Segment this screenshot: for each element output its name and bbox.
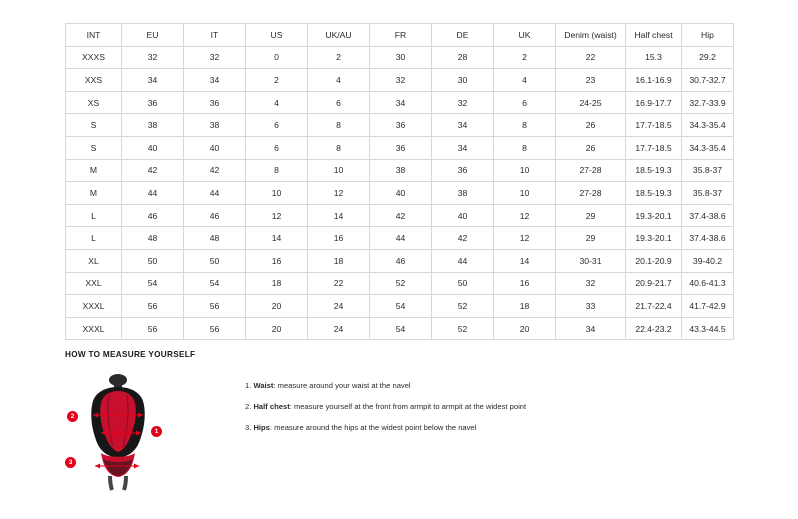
size-value-cell: 32.7-33.9: [682, 91, 734, 114]
size-value-cell: 30.7-32.7: [682, 69, 734, 92]
size-chart-table: [65, 23, 734, 340]
size-value-cell: 36: [184, 91, 246, 114]
table-row: [66, 91, 734, 114]
table-body: [66, 46, 734, 340]
size-value-cell: 8: [308, 114, 370, 137]
size-value-cell: 32: [556, 272, 626, 295]
size-value-cell: 34: [122, 69, 184, 92]
size-value-cell: 34: [370, 91, 432, 114]
size-value-cell: 8: [246, 159, 308, 182]
table-row: [66, 317, 734, 340]
measure-instruction-text: : measure around the hips at the widest point below the navel: [269, 423, 477, 433]
table-header-row: [66, 24, 734, 47]
size-value-cell: 14: [246, 227, 308, 250]
size-value-cell: 36: [122, 91, 184, 114]
table-row: [66, 136, 734, 159]
measure-instructions-list: [245, 369, 526, 444]
size-value-cell: 52: [370, 272, 432, 295]
size-value-cell: 16: [308, 227, 370, 250]
size-value-cell: 10: [308, 159, 370, 182]
size-value-cell: 6: [246, 114, 308, 137]
size-label-cell: XS: [66, 91, 122, 114]
size-value-cell: 2: [308, 46, 370, 69]
table-row: [66, 272, 734, 295]
size-value-cell: 14: [308, 204, 370, 227]
size-value-cell: 56: [184, 317, 246, 340]
size-value-cell: 40.6-41.3: [682, 272, 734, 295]
size-value-cell: 12: [494, 227, 556, 250]
size-value-cell: 10: [494, 159, 556, 182]
size-value-cell: 37.4-38.6: [682, 227, 734, 250]
size-value-cell: 56: [122, 317, 184, 340]
size-value-cell: 20: [246, 295, 308, 318]
size-value-cell: 24: [308, 317, 370, 340]
size-value-cell: 30-31: [556, 249, 626, 272]
size-value-cell: 52: [432, 317, 494, 340]
size-value-cell: 42: [184, 159, 246, 182]
size-value-cell: 10: [246, 182, 308, 205]
size-value-cell: 48: [122, 227, 184, 250]
size-value-cell: 32: [122, 46, 184, 69]
size-value-cell: 8: [494, 136, 556, 159]
how-to-measure-body: [65, 369, 765, 489]
mannequin-illustration: [79, 373, 157, 491]
size-value-cell: 50: [122, 249, 184, 272]
size-value-cell: 38: [432, 182, 494, 205]
size-value-cell: 4: [246, 91, 308, 114]
size-label-cell: XXXL: [66, 317, 122, 340]
size-value-cell: 4: [308, 69, 370, 92]
badge-hips: 3: [65, 457, 76, 468]
size-value-cell: 18: [308, 249, 370, 272]
size-value-cell: 15.3: [626, 46, 682, 69]
size-value-cell: 12: [494, 204, 556, 227]
table-row: [66, 204, 734, 227]
measure-instruction: [245, 381, 526, 390]
size-value-cell: 32: [370, 69, 432, 92]
table-row: [66, 46, 734, 69]
size-label-cell: M: [66, 159, 122, 182]
table-column-header: UK/AU: [308, 24, 370, 47]
size-value-cell: 40: [432, 204, 494, 227]
how-to-measure-section: [65, 350, 765, 489]
size-value-cell: 20.9-21.7: [626, 272, 682, 295]
measure-instruction-term: Waist: [253, 381, 274, 390]
table-row: [66, 69, 734, 92]
size-label-cell: XL: [66, 249, 122, 272]
size-value-cell: 26: [556, 136, 626, 159]
size-value-cell: 56: [122, 295, 184, 318]
table-header: [66, 24, 734, 47]
size-value-cell: 50: [184, 249, 246, 272]
size-value-cell: 56: [184, 295, 246, 318]
size-value-cell: 38: [122, 114, 184, 137]
table-column-header: Denim (waist): [556, 24, 626, 47]
size-value-cell: 29.2: [682, 46, 734, 69]
size-value-cell: 27-28: [556, 159, 626, 182]
size-value-cell: 21.7-22.4: [626, 295, 682, 318]
size-value-cell: 34: [432, 114, 494, 137]
size-value-cell: 34: [432, 136, 494, 159]
size-value-cell: 43.3-44.5: [682, 317, 734, 340]
size-chart-container: [65, 23, 733, 340]
table-column-header: INT: [66, 24, 122, 47]
size-value-cell: 20.1-20.9: [626, 249, 682, 272]
size-value-cell: 48: [184, 227, 246, 250]
size-value-cell: 35.8-37: [682, 159, 734, 182]
size-label-cell: M: [66, 182, 122, 205]
size-label-cell: XXXL: [66, 295, 122, 318]
size-value-cell: 30: [370, 46, 432, 69]
size-value-cell: 12: [308, 182, 370, 205]
size-value-cell: 50: [432, 272, 494, 295]
size-value-cell: 40: [122, 136, 184, 159]
table-column-header: Hip: [682, 24, 734, 47]
size-value-cell: 20: [494, 317, 556, 340]
size-value-cell: 19.3-20.1: [626, 227, 682, 250]
size-value-cell: 42: [432, 227, 494, 250]
size-value-cell: 12: [246, 204, 308, 227]
table-column-header: IT: [184, 24, 246, 47]
size-value-cell: 44: [370, 227, 432, 250]
size-value-cell: 4: [494, 69, 556, 92]
size-value-cell: 36: [370, 114, 432, 137]
size-value-cell: 6: [494, 91, 556, 114]
table-column-header: FR: [370, 24, 432, 47]
table-column-header: UK: [494, 24, 556, 47]
size-value-cell: 44: [432, 249, 494, 272]
size-value-cell: 46: [122, 204, 184, 227]
table-row: [66, 159, 734, 182]
size-value-cell: 22: [308, 272, 370, 295]
size-value-cell: 17.7-18.5: [626, 114, 682, 137]
size-value-cell: 40: [370, 182, 432, 205]
size-value-cell: 22.4-23.2: [626, 317, 682, 340]
size-value-cell: 22: [556, 46, 626, 69]
size-value-cell: 24: [308, 295, 370, 318]
table-column-header: Half chest: [626, 24, 682, 47]
table-column-header: US: [246, 24, 308, 47]
size-label-cell: S: [66, 136, 122, 159]
size-value-cell: 34.3-35.4: [682, 136, 734, 159]
size-value-cell: 26: [556, 114, 626, 137]
size-value-cell: 44: [184, 182, 246, 205]
size-value-cell: 30: [432, 69, 494, 92]
size-value-cell: 2: [494, 46, 556, 69]
size-value-cell: 29: [556, 204, 626, 227]
table-row: [66, 182, 734, 205]
table-column-header: EU: [122, 24, 184, 47]
badge-waist: 1: [151, 426, 162, 437]
size-value-cell: 52: [432, 295, 494, 318]
measure-instruction-text: : measure around your waist at the navel: [273, 381, 411, 390]
size-value-cell: 20: [246, 317, 308, 340]
size-value-cell: 54: [184, 272, 246, 295]
size-value-cell: 8: [308, 136, 370, 159]
size-value-cell: 32: [184, 46, 246, 69]
size-value-cell: 28: [432, 46, 494, 69]
measure-instruction-term: Hips: [253, 423, 270, 433]
size-value-cell: 39-40.2: [682, 249, 734, 272]
size-value-cell: 44: [122, 182, 184, 205]
size-label-cell: L: [66, 204, 122, 227]
size-value-cell: 35.8-37: [682, 182, 734, 205]
size-value-cell: 2: [246, 69, 308, 92]
size-value-cell: 10: [494, 182, 556, 205]
size-value-cell: 8: [494, 114, 556, 137]
size-value-cell: 34: [184, 69, 246, 92]
size-value-cell: 34: [556, 317, 626, 340]
size-label-cell: XXL: [66, 272, 122, 295]
measure-instruction: [245, 402, 526, 411]
size-value-cell: 42: [370, 204, 432, 227]
size-label-cell: XXS: [66, 69, 122, 92]
size-value-cell: 54: [370, 295, 432, 318]
table-row: [66, 249, 734, 272]
size-label-cell: S: [66, 114, 122, 137]
size-value-cell: 6: [308, 91, 370, 114]
size-value-cell: 32: [432, 91, 494, 114]
size-value-cell: 17.7-18.5: [626, 136, 682, 159]
size-value-cell: 16: [246, 249, 308, 272]
size-value-cell: 14: [494, 249, 556, 272]
size-value-cell: 36: [432, 159, 494, 182]
size-value-cell: 38: [370, 159, 432, 182]
size-value-cell: 36: [370, 136, 432, 159]
size-value-cell: 33: [556, 295, 626, 318]
size-value-cell: 23: [556, 69, 626, 92]
size-value-cell: 18.5-19.3: [626, 182, 682, 205]
size-label-cell: XXXS: [66, 46, 122, 69]
size-value-cell: 19.3-20.1: [626, 204, 682, 227]
how-to-measure-title: HOW TO MEASURE YOURSELF: [65, 350, 196, 359]
size-value-cell: 38: [184, 114, 246, 137]
mannequin-figure-container: [65, 369, 175, 489]
size-value-cell: 54: [370, 317, 432, 340]
size-value-cell: 18.5-19.3: [626, 159, 682, 182]
size-value-cell: 18: [494, 295, 556, 318]
size-value-cell: 16.1-16.9: [626, 69, 682, 92]
measure-instruction: [245, 423, 526, 432]
table-row: [66, 227, 734, 250]
measure-instruction-number: 3.: [245, 423, 254, 433]
size-value-cell: 40: [184, 136, 246, 159]
size-value-cell: 18: [246, 272, 308, 295]
size-value-cell: 16: [494, 272, 556, 295]
table-column-header: DE: [432, 24, 494, 47]
size-value-cell: 16.9-17.7: [626, 91, 682, 114]
size-value-cell: 27-28: [556, 182, 626, 205]
size-value-cell: 46: [184, 204, 246, 227]
measure-instruction-term: Half chest: [253, 402, 290, 412]
measure-instruction-number: 1.: [245, 381, 254, 390]
size-value-cell: 24-25: [556, 91, 626, 114]
size-value-cell: 54: [122, 272, 184, 295]
size-value-cell: 37.4-38.6: [682, 204, 734, 227]
table-row: [66, 114, 734, 137]
size-value-cell: 29: [556, 227, 626, 250]
size-value-cell: 0: [246, 46, 308, 69]
measure-instruction-text: : measure yourself at the front from armpit to armpit at the widest point: [289, 402, 527, 412]
size-value-cell: 41.7-42.9: [682, 295, 734, 318]
size-label-cell: L: [66, 227, 122, 250]
size-value-cell: 46: [370, 249, 432, 272]
measure-instruction-number: 2.: [245, 402, 254, 412]
size-value-cell: 42: [122, 159, 184, 182]
size-value-cell: 34.3-35.4: [682, 114, 734, 137]
badge-half-chest: 2: [67, 411, 78, 422]
table-row: [66, 295, 734, 318]
size-value-cell: 6: [246, 136, 308, 159]
